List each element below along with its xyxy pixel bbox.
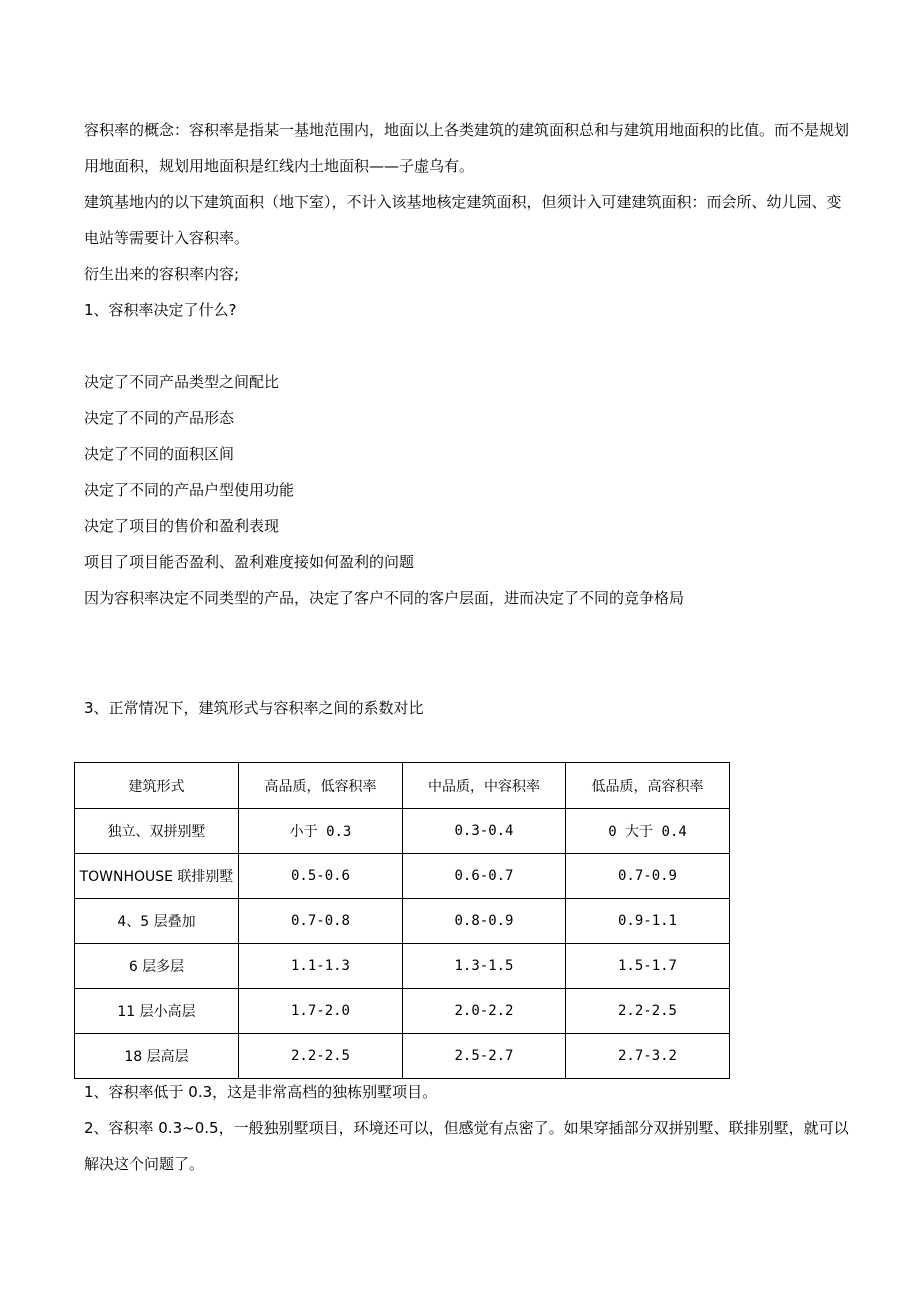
- table-cell: 2.2-2.5: [239, 1034, 403, 1079]
- table-cell: 0.9-1.1: [566, 899, 730, 944]
- table-row: [75, 944, 730, 989]
- table-cell: 0.7-0.8: [239, 899, 403, 944]
- table-cell: 0.6-0.7: [403, 854, 566, 899]
- table-header-row: [75, 763, 730, 809]
- table-cell: 0.3-0.4: [403, 809, 566, 854]
- decides-item: 决定了不同产品类型之间配比: [84, 373, 280, 391]
- table-cell: 1.1-1.3: [239, 944, 403, 989]
- basement-area-paragraph: 建筑基地内的以下建筑面积（地下室），不计入该基地核定建筑面积，但须计入可建建筑面积：而会所、幼儿园、变电站等需要计入容积率。: [84, 193, 842, 247]
- decides-item: 决定了不同的面积区间: [84, 445, 235, 463]
- table-row-label: 11 层小高层: [75, 989, 239, 1034]
- derived-content-heading: 衍生出来的容积率内容;: [84, 265, 240, 283]
- table-header-cell: 建筑形式: [75, 763, 239, 809]
- table-row-label: 独立、双拼别墅: [75, 809, 239, 854]
- decides-item: 决定了不同的产品户型使用功能: [84, 481, 295, 499]
- decides-item: 因为容积率决定不同类型的产品，决定了客户不同的客户层面，进而决定了不同的竞争格局: [84, 589, 685, 607]
- table-row: [75, 1034, 730, 1079]
- table-cell: 1.7-2.0: [239, 989, 403, 1034]
- table-header-cell: 高品质，低容积率: [239, 763, 403, 809]
- note-1: 1、容积率低于 0.3，这是非常高档的独栋别墅项目。: [84, 1083, 438, 1101]
- table-row-label: 4、5 层叠加: [75, 899, 239, 944]
- table-cell: 2.7-3.2: [566, 1034, 730, 1079]
- table-header-cell: 中品质，中容积率: [403, 763, 566, 809]
- table-cell: 2.5-2.7: [403, 1034, 566, 1079]
- floor-area-ratio-definition-paragraph: 容积率的概念：容积率是指某一基地范围内，地面以上各类建筑的建筑面积总和与建筑用地面积的比值。而不是规划用地面积，规划用地面积是红线内土地面积——子虚乌有。: [84, 121, 850, 175]
- note-2: 2、容积率 0.3~0.5，一般独别墅项目，环境还可以，但感觉有点密了。如果穿插部分双拼别墅、联排别墅，就可以解决这个问题了。: [84, 1119, 849, 1173]
- decides-item: 项目了项目能否盈利、盈利难度接如何盈利的问题: [84, 553, 415, 571]
- table-cell: 2.0-2.2: [403, 989, 566, 1034]
- table-row: [75, 854, 730, 899]
- table-header-cell: 低品质，高容积率: [566, 763, 730, 809]
- table-row-label: TOWNHOUSE 联排别墅: [75, 854, 239, 899]
- section-3-heading: 3、正常情况下，建筑形式与容积率之间的系数对比: [84, 699, 424, 717]
- decides-item: 决定了项目的售价和盈利表现: [84, 517, 280, 535]
- table-cell: 1.5-1.7: [566, 944, 730, 989]
- table-cell: 0.7-0.9: [566, 854, 730, 899]
- table-row: [75, 809, 730, 854]
- table-row-label: 6 层多层: [75, 944, 239, 989]
- table-row: [75, 899, 730, 944]
- table-row-label: 18 层高层: [75, 1034, 239, 1079]
- table-cell: 0.5-0.6: [239, 854, 403, 899]
- table-cell: 0.8-0.9: [403, 899, 566, 944]
- decides-item: 决定了不同的产品形态: [84, 409, 235, 427]
- table-cell: 2.2-2.5: [566, 989, 730, 1034]
- table-row: [75, 989, 730, 1034]
- table-cell: 0 大于 0.4: [566, 809, 730, 854]
- section-1-heading: 1、容积率决定了什么?: [84, 301, 237, 319]
- table-cell: 小于 0.3: [239, 809, 403, 854]
- table-cell: 1.3-1.5: [403, 944, 566, 989]
- building-type-ratio-table: [74, 762, 730, 1079]
